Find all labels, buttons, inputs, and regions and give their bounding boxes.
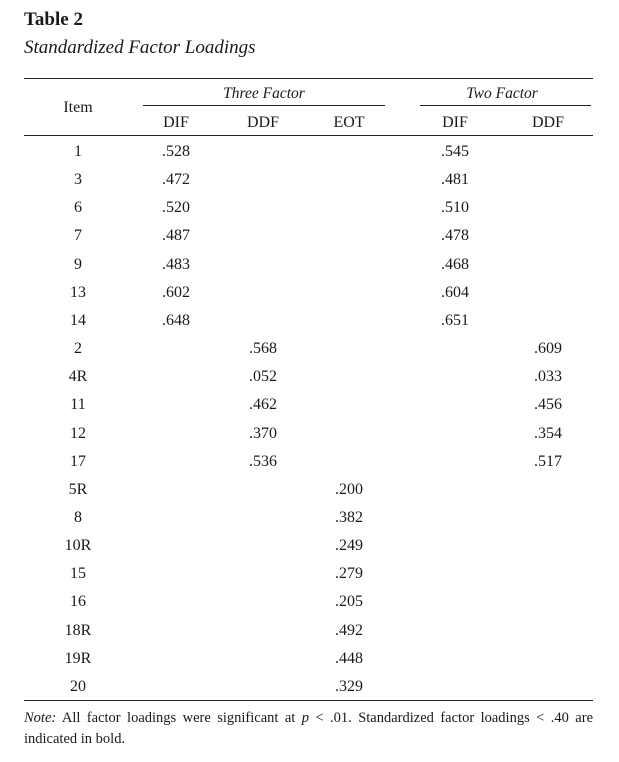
loading-value: .483 xyxy=(162,256,190,273)
row-item-label: 10R xyxy=(64,537,92,554)
table-label: Table 2 xyxy=(24,9,83,30)
group-header-three-factor: Three Factor xyxy=(223,85,305,102)
loading-value: .329 xyxy=(335,678,363,695)
bottom-rule xyxy=(24,700,593,701)
loading-value: .604 xyxy=(441,284,469,301)
row-item-label: 11 xyxy=(70,396,86,413)
loading-value: .602 xyxy=(162,284,190,301)
loading-value: .468 xyxy=(441,256,469,273)
column-header-ddf-three: DDF xyxy=(246,114,280,131)
loading-value: .354 xyxy=(534,425,562,442)
row-item-label: 5R xyxy=(68,481,88,498)
loading-value: .279 xyxy=(335,565,363,582)
loading-value: .382 xyxy=(335,509,363,526)
row-item-label: 8 xyxy=(74,509,82,526)
row-item-label: 16 xyxy=(70,593,86,610)
loading-value: .472 xyxy=(162,171,190,188)
loading-value: .568 xyxy=(249,340,277,357)
loading-value: .205 xyxy=(335,593,363,610)
loading-value: .520 xyxy=(162,199,190,216)
row-item-label: 2 xyxy=(74,340,82,357)
row-item-label: 1 xyxy=(74,143,82,160)
item-column-header: Item xyxy=(63,99,93,116)
row-item-label: 3 xyxy=(74,171,82,188)
group-underline-two-factor xyxy=(420,105,591,106)
column-header-dif-two: DIF xyxy=(442,114,468,131)
top-rule xyxy=(24,78,593,79)
column-header-eot-three: EOT xyxy=(333,114,365,131)
loading-value: .510 xyxy=(441,199,469,216)
loading-value: .487 xyxy=(162,227,190,244)
loading-value: .651 xyxy=(441,312,469,329)
row-item-label: 14 xyxy=(70,312,86,329)
row-item-label: 9 xyxy=(74,256,82,273)
row-item-label: 7 xyxy=(74,227,82,244)
loading-value: .609 xyxy=(534,340,562,357)
table-note xyxy=(24,708,593,750)
header-rule xyxy=(24,135,593,136)
row-item-label: 6 xyxy=(74,199,82,216)
loading-value: .370 xyxy=(249,425,277,442)
row-item-label: 13 xyxy=(70,284,86,301)
group-header-two-factor: Two Factor xyxy=(466,85,538,102)
column-header-ddf-two: DDF xyxy=(531,114,565,131)
note-text-before-p: All factor loadings were significant at xyxy=(56,710,302,726)
table-title: Standardized Factor Loadings xyxy=(24,37,256,58)
group-underline-three-factor xyxy=(143,105,385,106)
loading-value: .448 xyxy=(335,650,363,667)
row-item-label: 15 xyxy=(70,565,86,582)
column-header-dif-three: DIF xyxy=(163,114,189,131)
row-item-label: 19R xyxy=(64,650,92,667)
loading-value: .462 xyxy=(249,396,277,413)
loading-value: .545 xyxy=(441,143,469,160)
loading-value: .052 xyxy=(249,368,277,385)
row-item-label: 12 xyxy=(70,425,86,442)
loading-value: .536 xyxy=(249,453,277,470)
row-item-label: 17 xyxy=(70,453,86,470)
note-text-after-p: < .01. Standardized factor loadings < .40 are indicated in bold. xyxy=(24,710,593,747)
row-item-label: 4R xyxy=(68,368,88,385)
note-label: Note: xyxy=(24,710,57,726)
loading-value: .478 xyxy=(441,227,469,244)
loading-value: .492 xyxy=(335,622,363,639)
loading-value: .517 xyxy=(534,453,562,470)
note-p-symbol: p xyxy=(301,710,309,726)
loading-value: .200 xyxy=(335,481,363,498)
loading-value: .528 xyxy=(162,143,190,160)
loading-value: .481 xyxy=(441,171,469,188)
row-item-label: 18R xyxy=(64,622,92,639)
loading-value: .249 xyxy=(335,537,363,554)
loading-value: .033 xyxy=(534,368,562,385)
loading-value: .456 xyxy=(534,396,562,413)
row-item-label: 20 xyxy=(70,678,86,695)
loading-value: .648 xyxy=(162,312,190,329)
